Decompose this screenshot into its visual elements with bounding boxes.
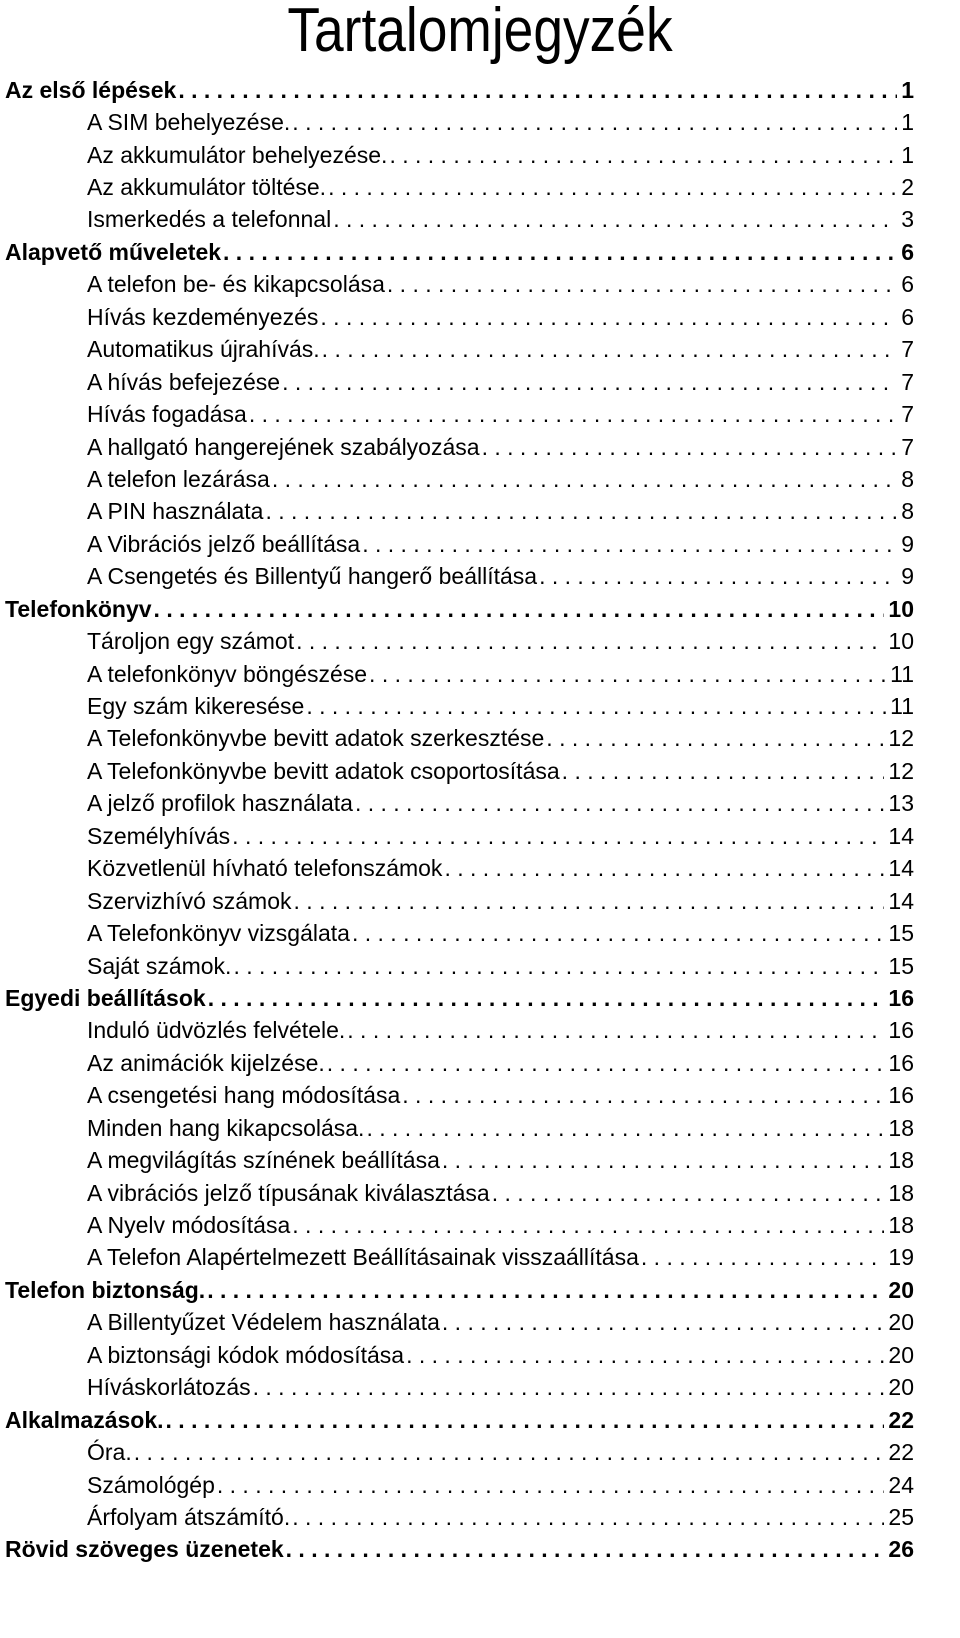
- toc-section-entry[interactable]: [5, 431, 914, 463]
- toc-section-entry[interactable]: [5, 1436, 914, 1468]
- toc-page-number: 20: [888, 1374, 914, 1401]
- toc-page-number: 14: [888, 887, 914, 914]
- toc-entry-label: A biztonsági kódok módosítása: [87, 1341, 405, 1368]
- toc-entry-label: A telefonkönyv böngészése: [87, 660, 368, 687]
- dot-leader: [546, 725, 884, 752]
- toc-page-number: 16: [888, 1049, 914, 1076]
- dot-leader: [134, 1439, 885, 1466]
- toc-page-number: 14: [888, 822, 914, 849]
- table-of-contents: [5, 74, 914, 1566]
- toc-page-number: 10: [888, 595, 914, 622]
- toc-page-number: 10: [888, 628, 914, 655]
- toc-page-number: 6: [901, 303, 914, 330]
- toc-page-number: 13: [888, 790, 914, 817]
- toc-entry-label: Induló üdvözlés felvétele.: [87, 1017, 346, 1044]
- toc-section-entry[interactable]: [5, 1144, 914, 1176]
- toc-section-entry[interactable]: [5, 1501, 914, 1533]
- toc-section-entry[interactable]: [5, 885, 914, 917]
- toc-section-entry[interactable]: [5, 950, 914, 982]
- toc-entry-label: A hallgató hangerejének szabályozása: [87, 433, 480, 460]
- toc-section-entry[interactable]: [5, 139, 914, 171]
- dot-leader: [306, 693, 886, 720]
- toc-page-number: 26: [888, 1536, 914, 1563]
- toc-section-entry[interactable]: [5, 204, 914, 236]
- toc-page-number: 15: [888, 920, 914, 947]
- toc-page-number: 18: [888, 1212, 914, 1239]
- dot-leader: [327, 1050, 885, 1077]
- toc-entry-label: Az első lépések: [5, 76, 177, 103]
- dot-leader: [333, 206, 897, 233]
- toc-page-number: 16: [888, 1082, 914, 1109]
- dot-leader: [366, 1115, 884, 1142]
- toc-page-number: 16: [888, 1017, 914, 1044]
- toc-entry-label: Hívás kezdeményezés: [87, 303, 319, 330]
- dot-leader: [352, 920, 884, 947]
- toc-page-number: 22: [888, 1406, 914, 1433]
- toc-entry-label: A PIN használata: [87, 498, 264, 525]
- toc-section-entry[interactable]: [5, 1015, 914, 1047]
- dot-leader: [402, 1082, 884, 1109]
- toc-entry-label: A Telefonkönyv vizsgálata: [87, 920, 350, 947]
- toc-page-number: 9: [901, 530, 914, 557]
- toc-section-entry[interactable]: [5, 1080, 914, 1112]
- toc-entry-label: A telefon be- és kikapcsolása: [87, 271, 385, 298]
- dot-leader: [207, 1277, 884, 1304]
- dot-leader: [166, 1407, 885, 1434]
- dot-leader: [389, 142, 897, 169]
- dot-leader: [444, 855, 884, 882]
- dot-leader: [539, 563, 897, 590]
- toc-section-entry[interactable]: [5, 1112, 914, 1144]
- toc-section-entry[interactable]: [5, 755, 914, 787]
- toc-section-entry[interactable]: [5, 625, 914, 657]
- toc-entry-label: Telefon biztonság.: [5, 1276, 206, 1303]
- toc-section-entry[interactable]: [5, 1209, 914, 1241]
- toc-page-number: 11: [890, 693, 914, 720]
- toc-page-number: 18: [888, 1114, 914, 1141]
- toc-section-entry[interactable]: [5, 496, 914, 528]
- toc-page-number: 12: [888, 757, 914, 784]
- dot-leader: [442, 1309, 885, 1336]
- toc-section-entry[interactable]: [5, 528, 914, 560]
- toc-entry-label: Árfolyam átszámító.: [87, 1503, 291, 1530]
- toc-entry-label: Az animációk kijelzése.: [87, 1049, 325, 1076]
- toc-page-number: 8: [901, 465, 914, 492]
- toc-page-number: 3: [901, 206, 914, 233]
- toc-page-number: 12: [888, 725, 914, 752]
- dot-leader: [292, 1212, 884, 1239]
- dot-leader: [562, 758, 885, 785]
- toc-page-number: 22: [888, 1439, 914, 1466]
- dot-leader: [322, 336, 898, 363]
- toc-entry-label: Alapvető műveletek: [5, 238, 222, 265]
- dot-leader: [217, 1472, 885, 1499]
- toc-entry-label: Az akkumulátor töltése.: [87, 174, 327, 201]
- toc-page-number: 11: [890, 660, 914, 687]
- dot-leader: [320, 304, 897, 331]
- toc-section-entry[interactable]: [5, 334, 914, 366]
- toc-page-number: 7: [901, 433, 914, 460]
- dot-leader: [232, 823, 884, 850]
- toc-section-entry[interactable]: [5, 561, 914, 593]
- dot-leader: [492, 1180, 885, 1207]
- toc-entry-label: A jelző profilok használata: [87, 790, 353, 817]
- toc-page-number: 25: [888, 1503, 914, 1530]
- toc-page-number: 6: [901, 271, 914, 298]
- page-title: Tartalomjegyzék: [287, 0, 673, 65]
- toc-page-number: 20: [888, 1341, 914, 1368]
- toc-section-entry[interactable]: [5, 723, 914, 755]
- toc-entry-label: Alkalmazások.: [5, 1406, 164, 1433]
- toc-entry-label: Híváskorlátozás: [87, 1374, 251, 1401]
- toc-page-number: 9: [901, 563, 914, 590]
- dot-leader: [482, 434, 898, 461]
- toc-entry-label: Személyhívás: [87, 822, 231, 849]
- dot-leader: [282, 369, 897, 396]
- toc-entry-label: Minden hang kikapcsolása.: [87, 1114, 365, 1141]
- toc-entry-label: Az akkumulátor behelyezése.: [87, 141, 388, 168]
- toc-section-entry[interactable]: [5, 1339, 914, 1371]
- toc-entry-label: Telefonkönyv: [5, 595, 152, 622]
- dot-leader: [347, 1017, 884, 1044]
- toc-chapter-entry[interactable]: [5, 236, 914, 268]
- toc-section-entry[interactable]: [5, 658, 914, 690]
- dot-leader: [292, 1504, 884, 1531]
- toc-entry-label: Egyedi beállítások: [5, 984, 206, 1011]
- toc-page-number: 16: [888, 984, 914, 1011]
- toc-page-number: 18: [888, 1179, 914, 1206]
- toc-page-number: 20: [888, 1309, 914, 1336]
- toc-page-number: 7: [901, 368, 914, 395]
- toc-entry-label: Óra.: [87, 1439, 132, 1466]
- toc-page-number: 15: [888, 952, 914, 979]
- toc-section-entry[interactable]: [5, 1469, 914, 1501]
- dot-leader: [249, 401, 897, 428]
- toc-entry-label: A Telefonkönyvbe bevitt adatok szerkesztése: [87, 725, 545, 752]
- dot-leader: [292, 109, 897, 136]
- toc-section-entry[interactable]: [5, 463, 914, 495]
- toc-chapter-entry[interactable]: [5, 593, 914, 625]
- dot-leader: [296, 628, 884, 655]
- toc-section-entry[interactable]: [5, 820, 914, 852]
- dot-leader: [233, 953, 884, 980]
- toc-entry-label: A SIM behelyezése.: [87, 109, 291, 136]
- toc-section-entry[interactable]: [5, 366, 914, 398]
- toc-page-number: 14: [888, 855, 914, 882]
- toc-page-number: 7: [901, 336, 914, 363]
- toc-section-entry[interactable]: [5, 269, 914, 301]
- toc-chapter-entry[interactable]: [5, 982, 914, 1014]
- dot-leader: [294, 888, 885, 915]
- toc-entry-label: A Telefonkönyvbe bevitt adatok csoportosítása: [87, 757, 560, 784]
- toc-entry-label: Hívás fogadása: [87, 401, 247, 428]
- dot-leader: [362, 531, 897, 558]
- toc-entry-label: Egy szám kikeresése: [87, 693, 305, 720]
- toc-section-entry[interactable]: [5, 106, 914, 138]
- toc-entry-label: A vibrációs jelző típusának kiválasztása: [87, 1179, 490, 1206]
- toc-page-number: 1: [901, 141, 914, 168]
- dot-leader: [641, 1244, 885, 1271]
- toc-page-number: 1: [901, 76, 914, 103]
- toc-section-entry[interactable]: [5, 1047, 914, 1079]
- toc-section-entry[interactable]: [5, 1242, 914, 1274]
- toc-section-entry[interactable]: [5, 171, 914, 203]
- toc-entry-label: A Billentyűzet Védelem használata: [87, 1309, 440, 1336]
- toc-entry-label: A Vibrációs jelző beállítása: [87, 530, 361, 557]
- toc-entry-label: A Telefon Alapértelmezett Beállításainak visszaállítása: [87, 1244, 639, 1271]
- toc-entry-label: Saját számok.: [87, 952, 232, 979]
- toc-page-number: 24: [888, 1471, 914, 1498]
- toc-chapter-entry[interactable]: [5, 1274, 914, 1306]
- toc-page-number: 6: [901, 238, 914, 265]
- toc-chapter-entry[interactable]: [5, 1534, 914, 1566]
- toc-page-number: 20: [888, 1276, 914, 1303]
- dot-leader: [387, 271, 897, 298]
- toc-entry-label: Rövid szöveges üzenetek: [5, 1536, 284, 1563]
- toc-section-entry[interactable]: [5, 1307, 914, 1339]
- toc-entry-label: Ismerkedés a telefonnal: [87, 206, 332, 233]
- toc-entry-label: A hívás befejezése: [87, 368, 281, 395]
- dot-leader: [406, 1342, 884, 1369]
- dot-leader: [272, 466, 897, 493]
- dot-leader: [178, 77, 897, 104]
- toc-entry-label: Automatikus újrahívás.: [87, 336, 320, 363]
- toc-section-entry[interactable]: [5, 301, 914, 333]
- toc-entry-label: A telefon lezárása: [87, 465, 270, 492]
- toc-section-entry[interactable]: [5, 853, 914, 885]
- toc-section-entry[interactable]: [5, 917, 914, 949]
- toc-entry-label: Közvetlenül hívható telefonszámok: [87, 855, 443, 882]
- toc-entry-label: A megvilágítás színének beállítása: [87, 1147, 440, 1174]
- toc-entry-label: Számológép: [87, 1471, 215, 1498]
- dot-leader: [223, 239, 897, 266]
- toc-entry-label: A csengetési hang módosítása: [87, 1082, 401, 1109]
- dot-leader: [369, 661, 886, 688]
- dot-leader: [265, 498, 897, 525]
- dot-leader: [355, 790, 884, 817]
- toc-section-entry[interactable]: [5, 690, 914, 722]
- toc-page-number: 18: [888, 1147, 914, 1174]
- toc-page-number: 8: [901, 498, 914, 525]
- toc-section-entry[interactable]: [5, 1372, 914, 1404]
- toc-chapter-entry[interactable]: [5, 74, 914, 106]
- toc-chapter-entry[interactable]: [5, 1404, 914, 1436]
- dot-leader: [253, 1374, 885, 1401]
- dot-leader: [208, 985, 885, 1012]
- toc-section-entry[interactable]: [5, 788, 914, 820]
- toc-section-entry[interactable]: [5, 1177, 914, 1209]
- toc-section-entry[interactable]: [5, 398, 914, 430]
- toc-page-number: 1: [901, 109, 914, 136]
- toc-entry-label: A Csengetés és Billentyű hangerő beállítása: [87, 563, 538, 590]
- dot-leader: [154, 596, 885, 623]
- toc-page-number: 7: [901, 401, 914, 428]
- toc-page-number: 19: [888, 1244, 914, 1271]
- dot-leader: [442, 1147, 885, 1174]
- toc-entry-label: Szervizhívó számok: [87, 887, 292, 914]
- toc-entry-label: Tároljon egy számot: [87, 628, 295, 655]
- toc-entry-label: A Nyelv módosítása: [87, 1212, 291, 1239]
- dot-leader: [328, 174, 897, 201]
- toc-page-number: 2: [901, 174, 914, 201]
- dot-leader: [286, 1536, 885, 1563]
